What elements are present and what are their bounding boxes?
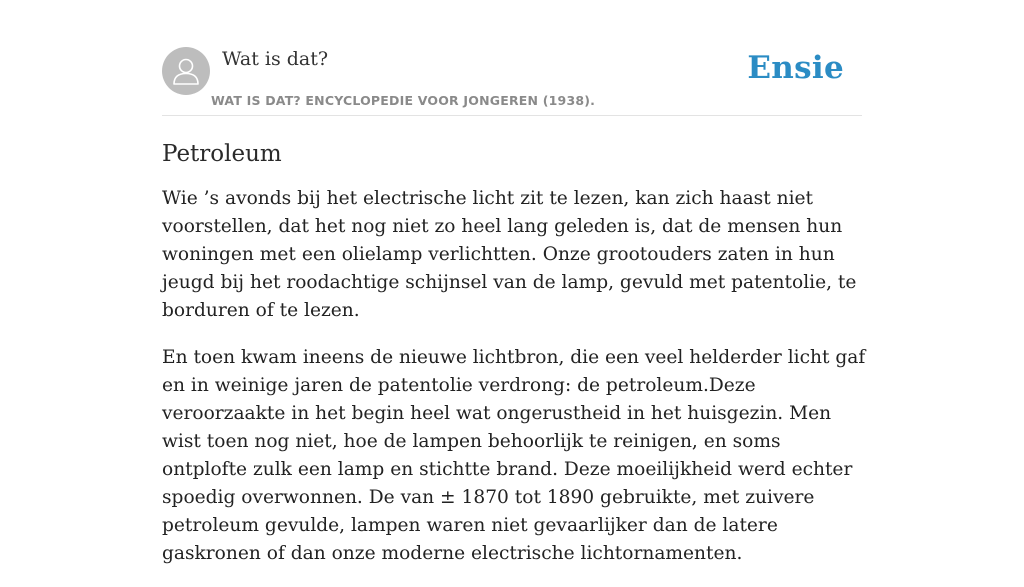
avatar[interactable] xyxy=(162,47,210,95)
article xyxy=(162,138,866,587)
article-title: Petroleum xyxy=(162,141,282,167)
brand-logo[interactable]: Ensie xyxy=(747,50,844,86)
article-paragraph: En toen kwam ineens de nieuwe lichtbron, die een veel helderder licht gaf en in weinige jaren de patentolie verdrong: de petroleum.Deze veroorzaakte in het begin heel wat ongerustheid in het huisgezin. Men wist toen nog niet, hoe de lampen behoorlijk te reinigen, en soms ontplofte zulk een lamp en stichtte brand. Deze moeilijkheid werd echter spoedig overwonnen. De van ± 1870 tot 1890 gebruikte, met zuivere petroleum gevulde, lampen waren niet gevaarlijker dan de latere gaskronen of dan onze moderne electrische lichtornamenten. xyxy=(162,347,866,564)
source-title[interactable]: Wat is dat? xyxy=(222,48,329,70)
article-paragraph: Wie ’s avonds bij het electrische licht zit te lezen, kan zich haast niet voorstellen, dat het nog niet zo heel lang geleden is, dat de mensen hun woningen met een olielamp verlichtten. Onze grootouders zaten in hun jeugd bij het roodachtige schijnsel van de lamp, gevuld met patentolie, te borduren of te lezen. xyxy=(162,188,857,321)
source-header xyxy=(162,46,862,116)
source-subtitle[interactable]: WAT IS DAT? ENCYCLOPEDIE VOOR JONGEREN (1938). xyxy=(211,93,596,108)
user-silhouette-icon xyxy=(162,47,210,95)
